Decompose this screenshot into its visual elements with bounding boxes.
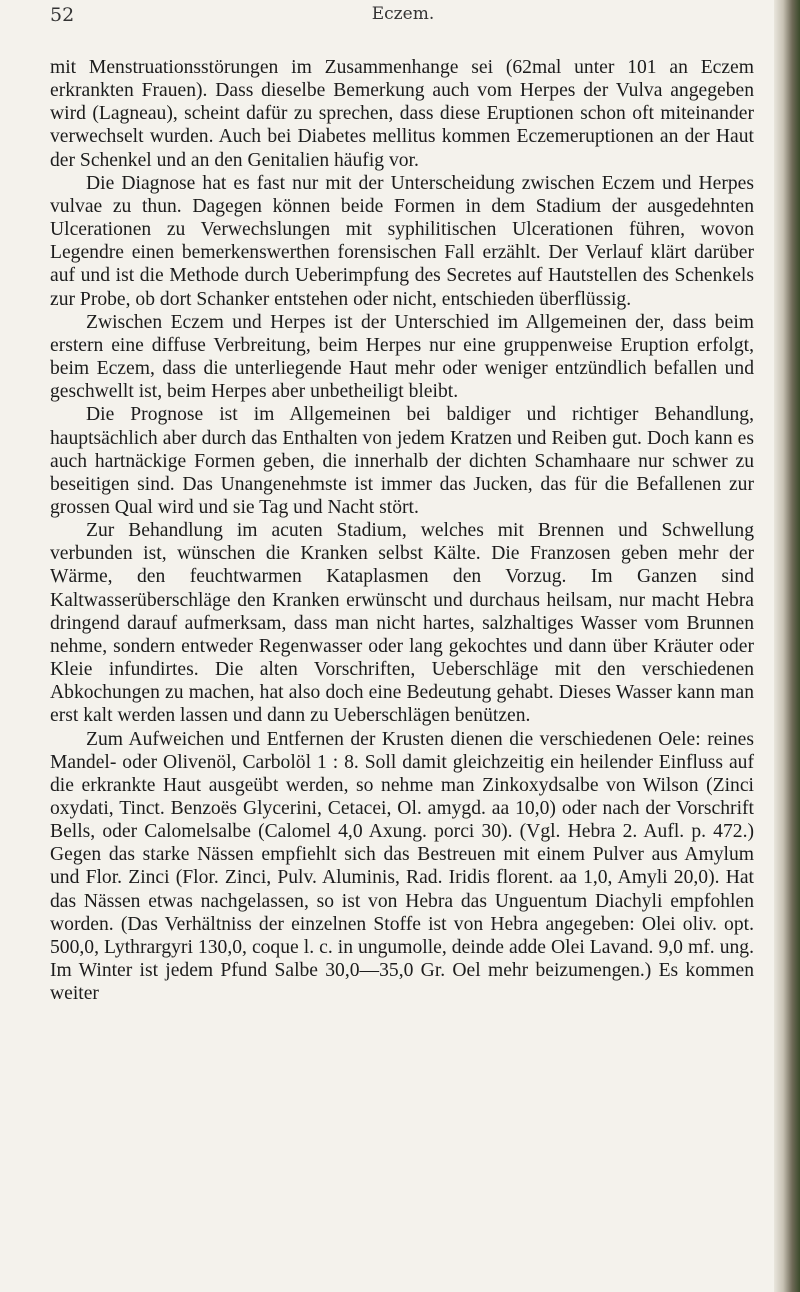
page-edge <box>774 0 800 1292</box>
paragraph-continuation: mit Menstruationsstörungen im Zusammenhange sei (62mal unter 101 an Eczem erkrankten Frauen). Dass dieselbe Bemerkung auch vom Herpes der Vulva angegeben wird (Lagneau), scheint dafür zu sprechen, dass diese Eruptionen schon oft miteinander verwechselt wurden. Auch bei Diabetes mellitus kommen Eczemeruptionen an der Haut der Schenkel und an den Genitalien häufig vor. <box>50 57 754 171</box>
body-text <box>50 56 754 1005</box>
running-title: Eczem. <box>371 4 435 24</box>
paragraph-unterschied: Zwischen Eczem und Herpes ist der Unterschied im Allgemeinen der, dass beim erstern eine diffuse Verbreitung, beim Herpes nur eine gruppenweise Eruption erfolgt, beim Eczem, dass die unterliegende Haut mehr oder weniger entzündlich befallen und geschwellt ist, beim Herpes aber unbetheiligt bleibt. <box>50 311 754 403</box>
paragraph-behandlung: Zur Behandlung im acuten Stadium, welches mit Brennen und Schwellung verbunden ist, wünschen die Kranken selbst Kälte. Die Franzosen geben mehr der Wärme, den feuchtwarmen Kataplasmen den Vorzug. Im Ganzen sind Kaltwasserüberschläge den Kranken erwünscht und durchaus heilsam, nur macht Hebra dringend darauf aufmerksam, dass man nicht hartes, salzhaltiges Wasser vom Brunnen nehme, sondern entweder Regenwasser oder lang gekochtes und dann über Kräuter oder Kleie infundirtes. Die alten Vorschriften, Ueberschläge mit den verschiedenen Abkochungen zu machen, hat also doch eine Bedeutung gehabt. Dieses Wasser kann man erst kalt werden lassen und dann zu Ueberschlägen benützen. <box>50 520 754 727</box>
page-header <box>50 4 756 30</box>
paragraph-krusten: Zum Aufweichen und Entfernen der Krusten dienen die verschiedenen Oele: reines Mandel- oder Olivenöl, Carbolöl 1 : 8. Soll damit gleichzeitig ein heilender Einfluss auf die erkrankte Haut ausgeübt werden, so nehme man Zinkoxydsalbe von Wilson (Zinci oxydati, Tinct. Benzoës Glycerini, Cetacei, Ol. amygd. aa 10,0) oder nach der Vorschrift Bells, oder Calomelsalbe (Calomel 4,0 Axung. porci 30). (Vgl. Hebra 2. Aufl. p. 472.) Gegen das starke Nässen empfiehlt sich das Bestreuen mit einem Pulver aus Amylum und Flor. Zinci (Flor. Zinci, Pulv. Aluminis, Rad. Iridis florent. aa 1,0, Amyli 20,0). Hat das Nässen etwas nachgelassen, so ist von Hebra das Unguentum Diachyli empfohlen worden. (Das Verhältniss der einzelnen Stoffe ist von Hebra angegeben: Olei oliv. opt. 500,0, Lythrargyri 130,0, coque l. c. in ungumolle, deinde adde Olei Lavand. 9,0 mf. ung. Im Winter ist jedem Pfund Salbe 30,0—35,0 Gr. Oel mehr beizumengen.) Es kommen weiter <box>50 728 754 1005</box>
page-number: 52 <box>50 4 75 26</box>
paragraph-diagnose: Die Diagnose hat es fast nur mit der Unterscheidung zwischen Eczem und Herpes vulvae zu thun. Dagegen können beide Formen in dem Stadium der ausgedehnten Ulcerationen zu Verwechslungen mit syphilitischen Ulcerationen führen, wovon Legendre einen bemerkenswerthen forensischen Fall erzählt. Der Verlauf klärt darüber auf und ist die Methode durch Ueberimpfung des Secretes auf Hautstellen des Schenkels zur Probe, ob dort Schanker entstehen oder nicht, entschieden überflüssig. <box>50 172 754 310</box>
paragraph-prognose: Die Prognose ist im Allgemeinen bei baldiger und richtiger Behandlung, hauptsächlich aber durch das Enthalten von jedem Kratzen und Reiben gut. Doch kann es auch hartnäckige Formen geben, die innerhalb der dichten Schamhaare nur schwer zu beseitigen sind. Das Unangenehmste ist immer das Jucken, das für die Befallenen zur grossen Qual wird und sie Tag und Nacht stört. <box>50 404 754 518</box>
